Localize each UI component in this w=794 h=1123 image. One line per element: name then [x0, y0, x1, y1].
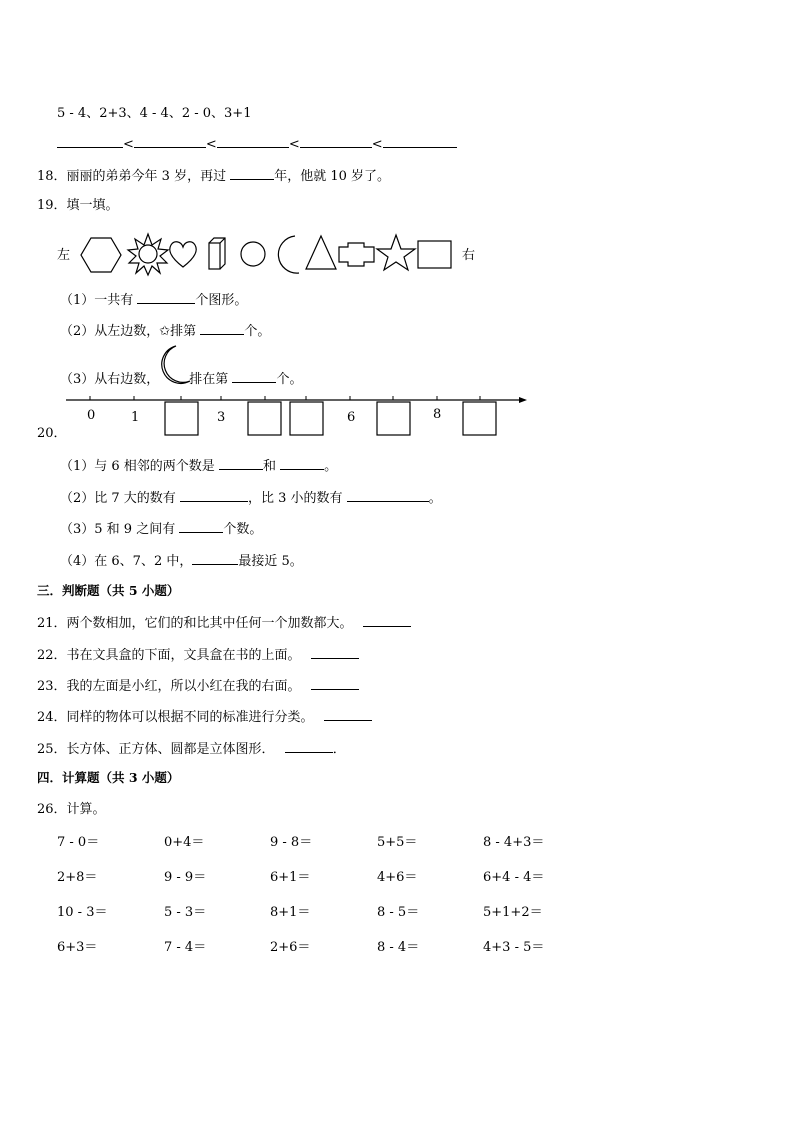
q20-sub3 [60, 520, 262, 538]
calc-item: 4+6＝ [377, 870, 418, 885]
calc-item: 6+3＝ [57, 940, 98, 955]
calc-item: 6+1＝ [270, 870, 311, 885]
calc-item: 8 - 4+3＝ [483, 835, 545, 850]
answer-blank[interactable] [179, 520, 223, 533]
q19-sub2-text-end: 个。 [244, 324, 271, 339]
judge-text: 25．长方体、正方体、圆都是立体图形． [37, 742, 275, 757]
answer-blank[interactable] [192, 552, 238, 565]
calc-item: 8+1＝ [270, 905, 311, 920]
less-than-sign: < [288, 137, 300, 152]
q20-sub3-text: （3）5 和 9 之间有 [60, 522, 176, 537]
answer-box [463, 402, 496, 435]
judge-text: 21．两个数相加，它们的和比其中任何一个加数都大。 [37, 616, 353, 631]
answer-blank[interactable] [180, 489, 248, 502]
q20-sub3-end: 个数。 [223, 522, 263, 537]
q20-sub1-text: （1）与 6 相邻的两个数是 [60, 459, 215, 474]
q20-sub4-text: （4）在 6、7、2 中， [60, 554, 193, 569]
calc-item: 7 - 0＝ [57, 835, 100, 850]
calc-item: 9 - 9＝ [164, 870, 207, 885]
calc-item: 5 - 3＝ [164, 905, 207, 920]
calc-item: 8 - 5＝ [377, 905, 420, 920]
right-label: 右 [462, 248, 476, 263]
answer-blank[interactable] [280, 457, 324, 470]
calc-item: 0+4＝ [164, 835, 205, 850]
judge-item [37, 677, 359, 695]
q18-text-end: 年，他就 10 岁了。 [274, 169, 391, 184]
calc-item: 4+3 - 5＝ [483, 940, 545, 955]
q19-sub3-text: （3）从右边数， [60, 372, 160, 387]
q20-sub1 [60, 457, 337, 475]
answer-box [290, 402, 323, 435]
tick-label: 8 [433, 407, 442, 422]
calc-item: 9 - 8＝ [270, 835, 313, 850]
section3-title: 三．判断题（共 5 小题） [37, 583, 180, 598]
judge-item [37, 740, 346, 758]
q20-sub1-end: 。 [324, 459, 338, 474]
calc-item: 2+8＝ [57, 870, 98, 885]
tick-label: 1 [131, 410, 140, 425]
q19-sub1-text-end: 个图形。 [195, 293, 248, 308]
judge-text: 23．我的左面是小红，所以小红在我的右面。 [37, 679, 301, 694]
q17-expressions: 5 - 4、2+3、4 - 4、2 - 0、3+1 [57, 106, 252, 121]
calc-item: 8 - 4＝ [377, 940, 420, 955]
calc-item: 7 - 4＝ [164, 940, 207, 955]
q19-sub3-mid: 排在第 [189, 372, 229, 387]
less-than-sign: < [371, 137, 383, 152]
q20-sub2 [60, 489, 442, 507]
answer-blank[interactable] [311, 646, 359, 659]
less-than-sign: < [205, 137, 217, 152]
section4-title: 四．计算题（共 3 小题） [37, 770, 180, 785]
tick-label: 3 [217, 410, 226, 425]
less-than-sign: < [123, 137, 134, 152]
q19-sub3-text-end: 个。 [276, 372, 303, 387]
tick-label: 0 [87, 408, 96, 423]
q18-text: 18．丽丽的弟弟今年 3 岁，再过 [37, 169, 227, 184]
answer-box [248, 402, 281, 435]
answer-blank[interactable] [324, 708, 372, 721]
judge-item [37, 646, 359, 664]
judge-item [37, 614, 411, 632]
calc-item: 5+5＝ [377, 835, 418, 850]
judge-end: ． [332, 742, 346, 757]
q20-sub2-mid: ，比 3 小的数有 [247, 491, 343, 506]
q19-sub1-text: （1）一共有 [60, 293, 134, 308]
calc-item: 10 - 3＝ [57, 905, 108, 920]
answer-blank[interactable] [347, 489, 429, 502]
q20-sub2-text: （2）比 7 大的数有 [60, 491, 176, 506]
tick-label: 6 [347, 410, 356, 425]
judge-item [37, 708, 372, 726]
answer-box [377, 402, 410, 435]
q20-number: 20． [37, 426, 67, 441]
q20-sub1-mid: 和 [262, 459, 276, 474]
answer-box [165, 402, 198, 435]
number-line [0, 0, 794, 450]
left-label: 左 [57, 248, 71, 263]
answer-blank[interactable] [285, 740, 333, 753]
calc-item: 5+1+2＝ [483, 905, 543, 920]
q20-sub2-end: 。 [428, 491, 442, 506]
judge-text: 24．同样的物体可以根据不同的标准进行分类。 [37, 710, 314, 725]
q20-sub4 [60, 552, 303, 570]
judge-text: 22．书在文具盒的下面，文具盒在书的上面。 [37, 648, 301, 663]
q19-title: 19．填一填。 [37, 198, 119, 213]
answer-blank[interactable] [363, 614, 411, 627]
calc-item: 6+4 - 4＝ [483, 870, 545, 885]
answer-blank[interactable] [219, 457, 263, 470]
q26-title: 26．计算。 [37, 802, 106, 817]
q19-sub2-text: （2）从左边数，✩排第 [60, 324, 197, 339]
answer-blank[interactable] [311, 677, 359, 690]
q20-sub4-end: 最接近 5。 [238, 554, 303, 569]
calc-item: 2+6＝ [270, 940, 311, 955]
